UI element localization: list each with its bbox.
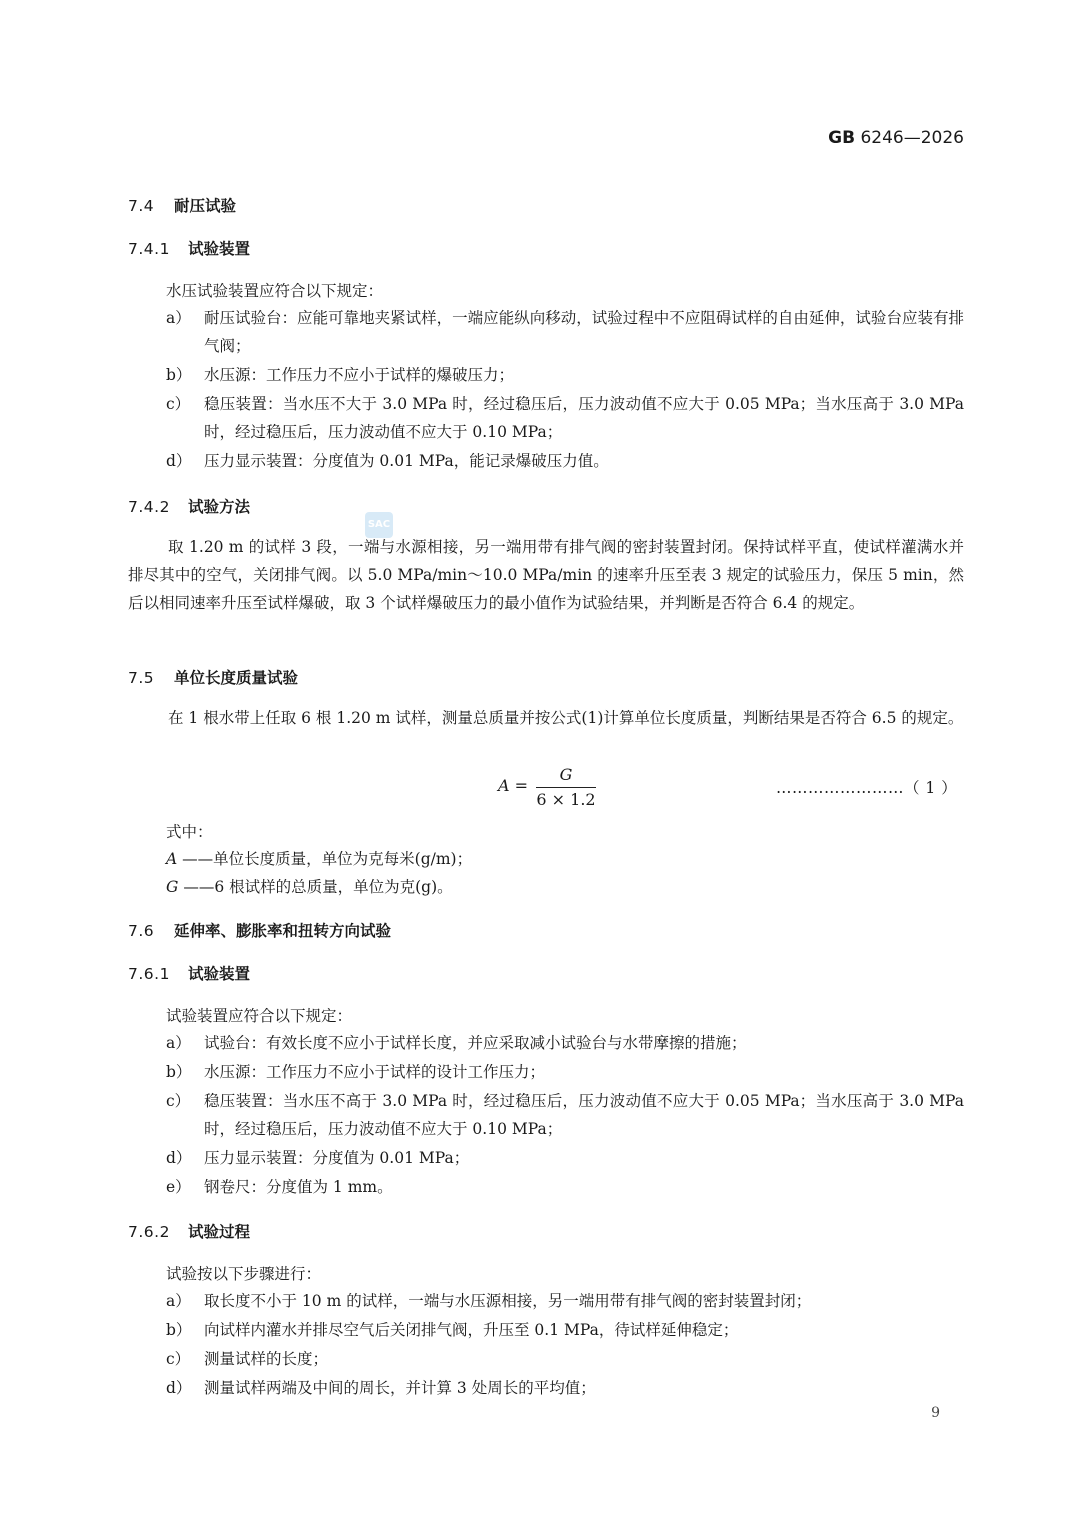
heading-title: 试验方法 xyxy=(188,498,251,516)
list-marker: b） xyxy=(166,1321,192,1339)
list-marker: a） xyxy=(166,309,191,327)
heading-7-5 xyxy=(128,666,298,688)
list-text: 稳压装置：当水压不大于 3.0 MPa 时，经过稳压后，压力波动值不应大于 0.05 MPa；当水压高于 3.0 MPa 时，经过稳压后，压力波动值不应大于 0.10 MPa； xyxy=(204,395,964,441)
where-description: ——单位长度质量，单位为克每米(g/m)； xyxy=(182,850,473,868)
heading-title: 试验装置 xyxy=(188,965,251,983)
heading-number: 7.4 xyxy=(128,197,155,215)
list-marker: b） xyxy=(166,366,192,384)
list-text: 稳压装置：当水压不高于 3.0 MPa 时，经过稳压后，压力波动值不应大于 0.05 MPa；当水压高于 3.0 MPa 时，经过稳压后，压力波动值不应大于 0.10 MPa； xyxy=(204,1092,964,1138)
intro-7-6-1: 试验装置应符合以下规定： xyxy=(166,1007,353,1025)
paragraph-7-5: 在 1 根水带上任取 6 根 1.20 m 试样，测量总质量并按公式(1)计算单位长度质量，判断结果是否符合 6.5 的规定。 xyxy=(168,709,964,727)
page-number: 9 xyxy=(931,1405,940,1421)
list-item xyxy=(166,1087,964,1143)
formula-fraction xyxy=(536,764,596,811)
list-item xyxy=(166,1287,964,1315)
list-text: 压力显示装置：分度值为 0.01 MPa； xyxy=(204,1149,470,1167)
list-marker: d） xyxy=(166,1149,192,1167)
heading-7-6 xyxy=(128,919,391,941)
intro-7-6-2: 试验按以下步骤进行： xyxy=(166,1265,322,1283)
paragraph-7-4-2: 取 1.20 m 的试样 3 段，一端与水源相接，另一端用带有排气阀的密封装置封闭。保持试样平直，使试样灌满水并排尽其中的空气，关闭排气阀。以 5.0 MPa/min～10.0 MPa/min 的速率升压至表 3 规定的试验压力，保压 5 min，然后以相同速率升压至试样爆破，取 3 个试样爆破压力的最小值作为试验结果，并判断是否符合 6.4 的规定。 xyxy=(128,538,964,612)
where-item-a xyxy=(166,847,472,869)
heading-number: 7.4.2 xyxy=(128,498,170,516)
list-item xyxy=(166,447,964,475)
heading-title: 试验装置 xyxy=(188,240,251,258)
list-item xyxy=(166,304,964,360)
formula-numerator: G xyxy=(559,765,573,784)
formula-variable: A xyxy=(498,776,510,795)
heading-7-4-1 xyxy=(128,237,250,259)
sac-watermark: SAC xyxy=(365,512,393,538)
standard-code xyxy=(828,128,964,148)
list-item xyxy=(166,1374,964,1402)
list-marker: d） xyxy=(166,1379,192,1397)
list-marker: e） xyxy=(166,1178,191,1196)
list-item xyxy=(166,1316,964,1344)
where-item-g xyxy=(166,875,453,897)
list-marker: a） xyxy=(166,1034,191,1052)
list-text: 水压源：工作压力不应小于试样的爆破压力； xyxy=(204,366,515,384)
equation-number: ……………………（ 1 ） xyxy=(776,779,958,797)
list-marker: c） xyxy=(166,1350,191,1368)
heading-title: 试验过程 xyxy=(188,1223,251,1241)
standard-number: 6246—2026 xyxy=(860,128,964,148)
where-symbol: G xyxy=(166,878,179,896)
heading-number: 7.6.2 xyxy=(128,1223,170,1241)
list-marker: d） xyxy=(166,452,192,470)
list-item xyxy=(166,361,964,389)
list-text: 试验台：有效长度不应小于试样长度，并应采取减小试验台与水带摩擦的措施； xyxy=(204,1034,747,1052)
heading-7-6-2 xyxy=(128,1220,250,1242)
list-marker: a） xyxy=(166,1292,191,1310)
list-item xyxy=(166,1173,964,1201)
heading-title: 延伸率、膨胀率和扭转方向试验 xyxy=(174,922,392,940)
list-marker: b） xyxy=(166,1063,192,1081)
list-item xyxy=(166,1345,964,1373)
formula-equals: = xyxy=(514,776,529,795)
list-text: 测量试样两端及中间的周长，并计算 3 处周长的平均值； xyxy=(204,1379,596,1397)
heading-number: 7.4.1 xyxy=(128,240,170,258)
list-item xyxy=(166,1144,964,1172)
formula-lhs xyxy=(498,776,528,795)
list-text: 耐压试验台：应能可靠地夹紧试样，一端应能纵向移动，试验过程中不应阻碍试样的自由延伸，试验台应装有排气阀； xyxy=(204,309,964,355)
where-label: 式中： xyxy=(166,823,213,841)
heading-7-6-1 xyxy=(128,962,250,984)
list-text: 水压源：工作压力不应小于试样的设计工作压力； xyxy=(204,1063,546,1081)
list-item xyxy=(166,390,964,446)
heading-number: 7.6.1 xyxy=(128,965,170,983)
list-marker: c） xyxy=(166,1092,191,1110)
list-text: 钢卷尺：分度值为 1 mm。 xyxy=(204,1178,393,1196)
standard-prefix: GB xyxy=(828,128,856,148)
intro-7-4-1: 水压试验装置应符合以下规定： xyxy=(166,282,384,300)
heading-7-4-2 xyxy=(128,495,250,517)
list-item xyxy=(166,1058,964,1086)
fraction-bar xyxy=(536,787,596,788)
heading-7-4 xyxy=(128,194,236,216)
heading-title: 单位长度质量试验 xyxy=(174,669,299,687)
list-item xyxy=(166,1029,964,1057)
list-marker: c） xyxy=(166,395,191,413)
heading-title: 耐压试验 xyxy=(174,197,237,215)
list-text: 取长度不小于 10 m 的试样，一端与水压源相接，另一端用带有排气阀的密封装置封闭； xyxy=(204,1292,812,1310)
heading-number: 7.5 xyxy=(128,669,155,687)
where-symbol: A xyxy=(166,850,178,868)
where-description: ——6 根试样的总质量，单位为克(g)。 xyxy=(183,878,453,896)
list-text: 测量试样的长度； xyxy=(204,1350,329,1368)
list-text: 压力显示装置：分度值为 0.01 MPa，能记录爆破压力值。 xyxy=(204,452,609,470)
formula-denominator: 6 × 1.2 xyxy=(536,790,596,809)
heading-number: 7.6 xyxy=(128,922,155,940)
list-text: 向试样内灌水并排尽空气后关闭排气阀，升压至 0.1 MPa，待试样延伸稳定； xyxy=(204,1321,739,1339)
